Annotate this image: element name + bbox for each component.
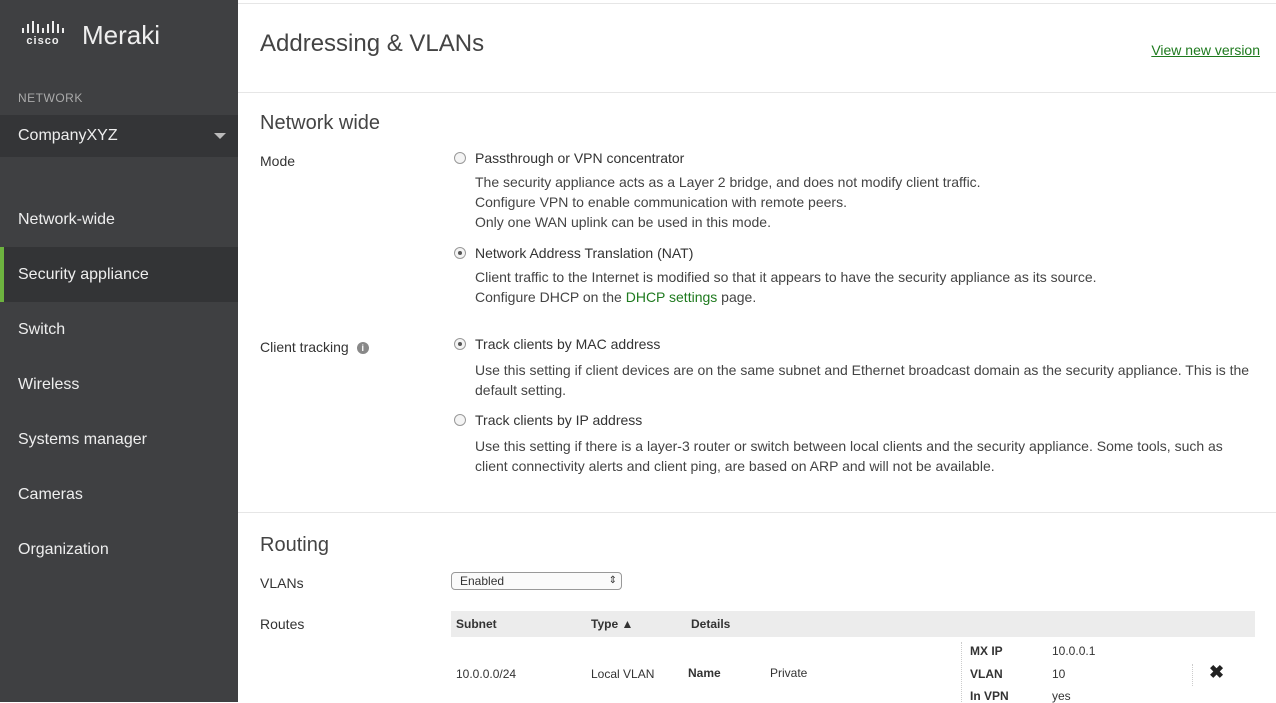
tracking-mac-option bbox=[454, 336, 1255, 400]
passthrough-desc: Only one WAN uplink can be used in this mode. bbox=[475, 214, 771, 230]
passthrough-desc: The security appliance acts as a Layer 2 bridge, and does not modify client traffic. bbox=[475, 174, 981, 190]
cell-mxip: 10.0.0.1 bbox=[1052, 644, 1096, 658]
sidebar bbox=[0, 0, 238, 702]
sidebar-item-wireless[interactable]: Wireless bbox=[18, 375, 80, 393]
ip-desc: Use this setting if there is a layer-3 router or switch between local clients and the security appliance. Some tools, such as client connectivity alerts and client ping, are based on ARP and will not be available. bbox=[475, 438, 1223, 474]
nat-desc: page. bbox=[717, 289, 757, 305]
cell-type: Local VLAN bbox=[591, 667, 655, 681]
network-name: CompanyXYZ bbox=[18, 127, 118, 144]
column-details[interactable]: Details bbox=[691, 617, 731, 631]
sidebar-item-switch[interactable]: Switch bbox=[18, 320, 66, 338]
passthrough-label[interactable]: Passthrough or VPN concentrator bbox=[475, 150, 685, 166]
client-tracking-label bbox=[260, 339, 369, 355]
invpn-label: In VPN bbox=[970, 689, 1009, 703]
passthrough-radio[interactable] bbox=[454, 152, 466, 164]
nat-label[interactable]: Network Address Translation (NAT) bbox=[475, 245, 694, 261]
vlans-select[interactable]: Enabled ⇕ bbox=[451, 572, 622, 590]
mac-desc: Use this setting if client devices are on the same subnet and Ethernet broadcast domain as the security appliance. This is the default setting. bbox=[475, 362, 1250, 398]
sidebar-item-security-appliance[interactable]: Security appliance bbox=[0, 247, 238, 302]
cell-invpn: yes bbox=[1052, 689, 1071, 703]
mode-passthrough-option bbox=[454, 150, 1255, 232]
nat-desc: Configure DHCP on the bbox=[475, 289, 626, 305]
vlan-label: VLAN bbox=[970, 667, 1003, 681]
mac-radio[interactable] bbox=[454, 338, 466, 350]
ip-label[interactable]: Track clients by IP address bbox=[475, 412, 643, 428]
dhcp-settings-link[interactable]: DHCP settings bbox=[625, 289, 718, 305]
routing-heading: Routing bbox=[260, 534, 329, 556]
sidebar-item-network-wide[interactable]: Network-wide bbox=[18, 210, 115, 228]
sidebar-nav bbox=[0, 192, 238, 577]
ip-radio[interactable] bbox=[454, 414, 466, 426]
table-row[interactable] bbox=[451, 640, 1255, 702]
sidebar-item-organization[interactable]: Organization bbox=[18, 540, 109, 558]
info-icon[interactable]: i bbox=[357, 342, 369, 354]
cisco-meraki-logo[interactable] bbox=[18, 20, 160, 51]
cisco-logo bbox=[18, 21, 68, 51]
passthrough-desc: Configure VPN to enable communication with remote peers. bbox=[475, 194, 847, 210]
main-content bbox=[238, 0, 1276, 702]
network-label: NETWORK bbox=[18, 91, 83, 105]
view-new-version-link[interactable]: View new version bbox=[1151, 42, 1260, 58]
sidebar-item-systems-manager[interactable]: Systems manager bbox=[18, 430, 147, 448]
mxip-label: MX IP bbox=[970, 644, 1003, 658]
cell-vlan: 10 bbox=[1052, 667, 1066, 681]
column-subnet[interactable]: Subnet bbox=[456, 617, 497, 631]
delete-icon[interactable]: ✖ bbox=[1209, 662, 1225, 682]
vlans-label: VLANs bbox=[260, 575, 304, 591]
network-wide-heading: Network wide bbox=[260, 112, 381, 134]
mode-label: Mode bbox=[260, 153, 296, 169]
column-type[interactable]: Type ▲ bbox=[591, 617, 634, 631]
chevron-down-icon bbox=[214, 133, 226, 139]
client-tracking-text: Client tracking bbox=[260, 339, 349, 355]
nat-radio[interactable] bbox=[454, 247, 466, 259]
tracking-ip-option bbox=[454, 412, 1255, 476]
name-label: Name bbox=[688, 666, 721, 680]
mode-nat-option bbox=[454, 245, 1255, 307]
nat-desc: Client traffic to the Internet is modified so that it appears to have the security appliance as its source. bbox=[475, 269, 1097, 285]
page-title: Addressing & VLANs bbox=[260, 30, 485, 57]
routes-label: Routes bbox=[260, 616, 305, 632]
network-selector[interactable] bbox=[0, 115, 238, 157]
sidebar-item-cameras[interactable]: Cameras bbox=[18, 485, 83, 503]
cisco-wordmark: cisco bbox=[26, 34, 60, 47]
cell-subnet: 10.0.0.0/24 bbox=[456, 667, 517, 681]
cell-name: Private bbox=[770, 666, 808, 680]
mac-label[interactable]: Track clients by MAC address bbox=[475, 336, 661, 352]
product-name: Meraki bbox=[82, 20, 161, 50]
routes-table-header bbox=[451, 611, 1255, 637]
